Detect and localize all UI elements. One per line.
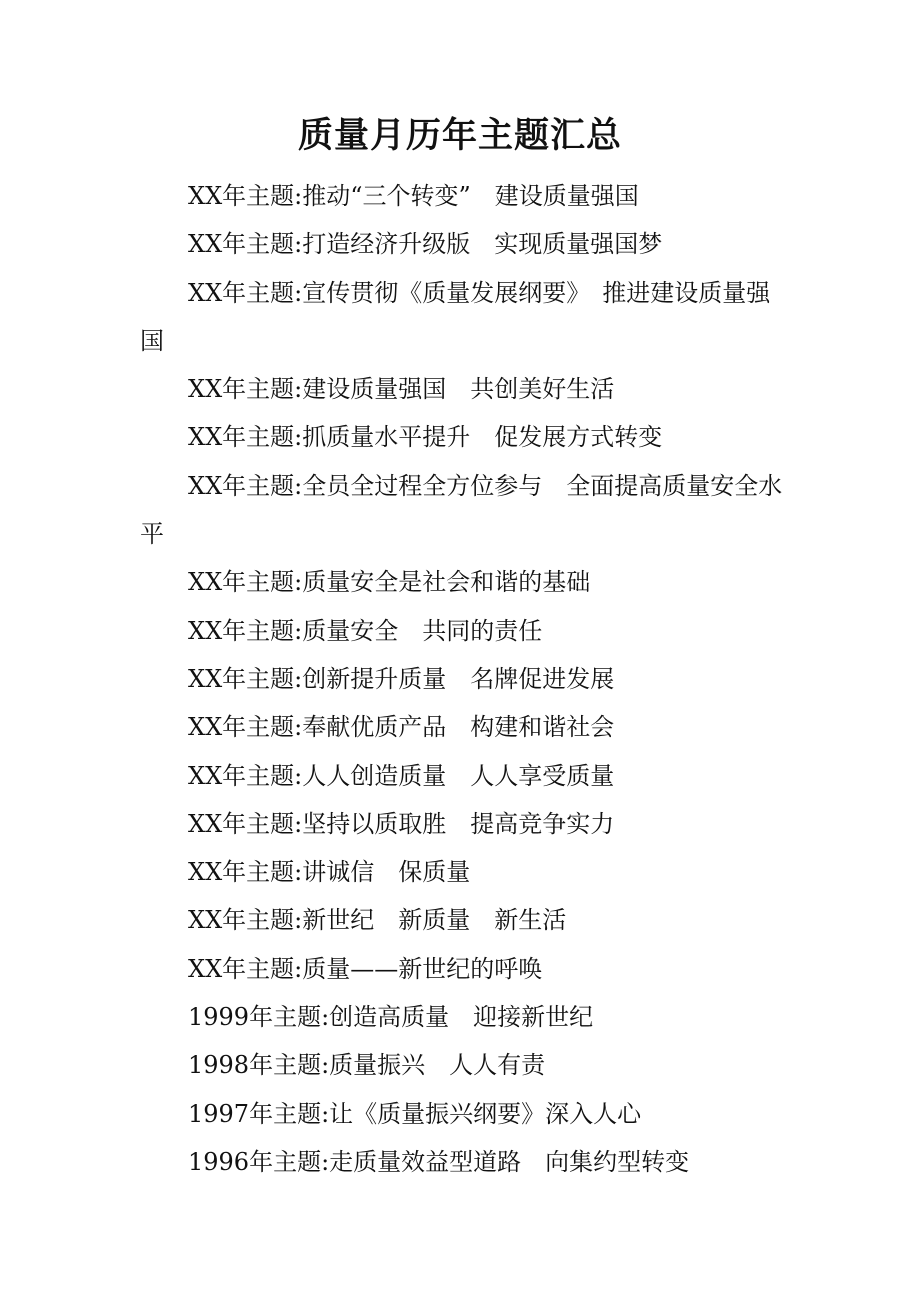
- theme-entry: 1998年主题:质量振兴 人人有责: [188, 1051, 546, 1080]
- theme-entry: XX年主题:打造经济升级版 实现质量强国梦: [188, 230, 663, 259]
- theme-entry: XX年主题:质量安全 共同的责任: [188, 616, 543, 645]
- theme-entry: 1999年主题:创造高质量 迎接新世纪: [188, 1003, 594, 1032]
- theme-entry: 1997年主题:让《质量振兴纲要》深入人心: [188, 1099, 642, 1128]
- theme-entry: XX年主题:人人创造质量 人人享受质量: [188, 761, 615, 790]
- theme-entry: XX年主题:新世纪 新质量 新生活: [188, 906, 567, 935]
- theme-entry: XX年主题:创新提升质量 名牌促进发展: [188, 664, 615, 693]
- theme-entry: 1996年主题:走质量效益型道路 向集约型转变: [188, 1147, 690, 1176]
- theme-entry: XX年主题:全员全过程全方位参与 全面提高质量安全水平: [140, 471, 783, 549]
- theme-entry: XX年主题:质量安全是社会和谐的基础: [188, 568, 591, 597]
- theme-entry: XX年主题:宣传贯彻《质量发展纲要》 推进建设质量强国: [140, 278, 771, 355]
- theme-entry: XX年主题:奉献优质产品 构建和谐社会: [188, 713, 615, 742]
- theme-entry: XX年主题:抓质量水平提升 促发展方式转变: [188, 423, 663, 452]
- document-title: 质量月历年主题汇总: [297, 115, 622, 156]
- theme-entry: XX年主题:推动“三个转变” 建设质量强国: [188, 182, 639, 210]
- theme-entry: XX年主题:坚持以质取胜 提高竞争实力: [188, 809, 615, 838]
- theme-entry: XX年主题:建设质量强国 共创美好生活: [188, 375, 615, 404]
- document-body: [140, 172, 785, 1186]
- theme-entry: XX年主题:质量——新世纪的呼唤: [188, 954, 543, 983]
- theme-entry: XX年主题:讲诚信 保质量: [188, 858, 471, 887]
